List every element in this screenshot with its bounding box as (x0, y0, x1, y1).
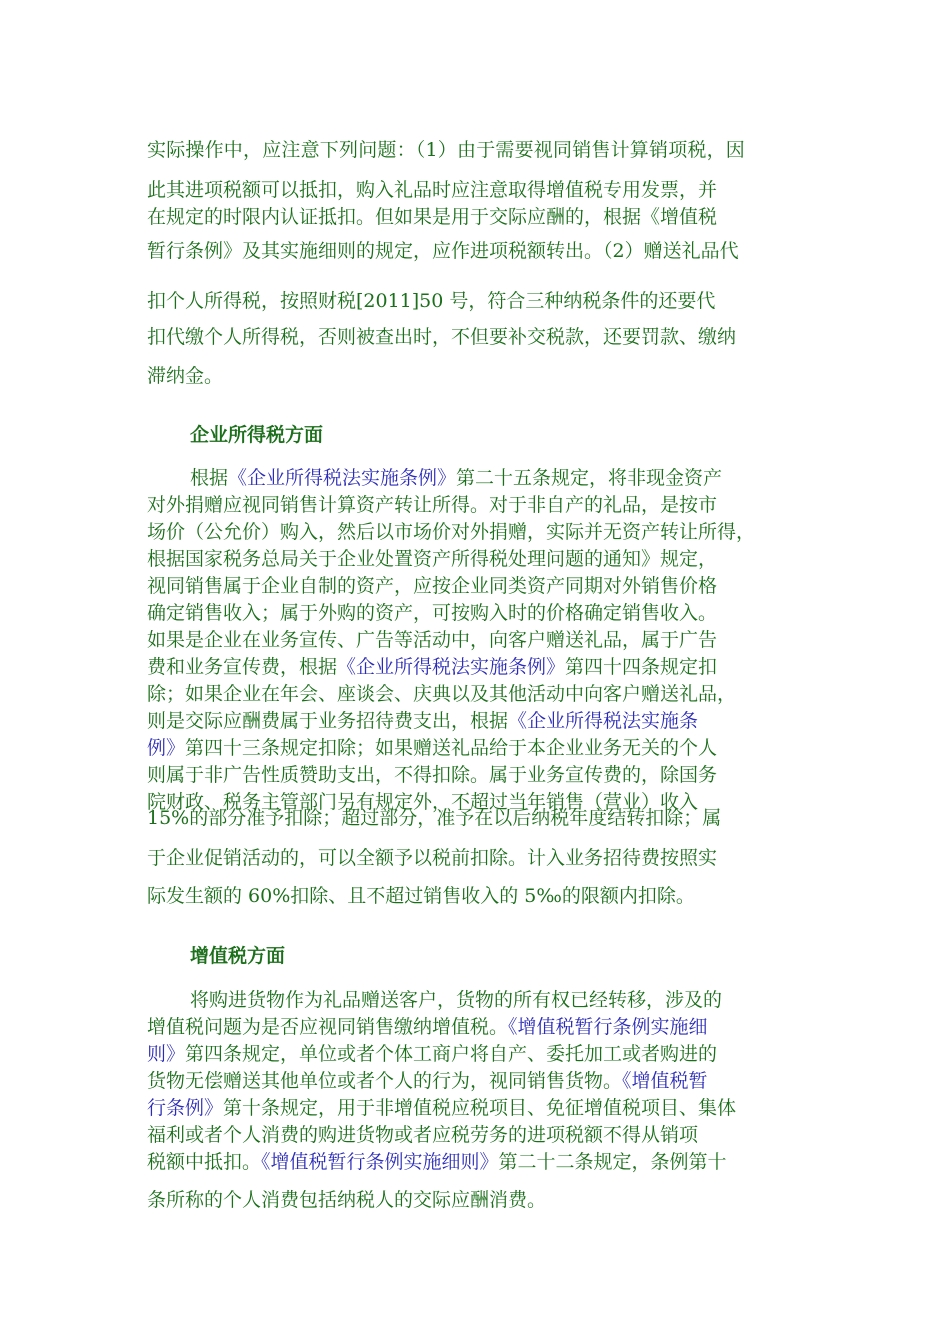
text-line: 此其进项税额可以抵扣，购入礼品时应注意取得增值税专用发票，并 (147, 179, 718, 201)
text-span: 第十条规定，用于非增值税应税项目、免征增值税项目、集体 (223, 1097, 737, 1119)
section-heading-vat: 增值税方面 (190, 945, 286, 967)
text-span: 货物无偿赠送其他单位或者个人的行为，视同销售货物。 (147, 1070, 623, 1092)
text-line (147, 1012, 708, 1039)
text-line: 将购进货物作为礼品赠送客户，货物的所有权已经转移，涉及的 (190, 989, 723, 1011)
regulation-link[interactable]: 《企业所得税法实施条例》 (228, 467, 457, 489)
section-heading-corporate-income-tax: 企业所得税方面 (190, 424, 324, 446)
text-line: 对外捐赠应视同销售计算资产转让所得。对于非自产的礼品，是按市 (147, 494, 718, 516)
text-span: 第四十三条规定扣除；如果赠送礼品给于本企业业务无关的个人 (185, 737, 718, 759)
text-line: 确定销售收入；属于外购的资产，可按购入时的价格确定销售收入。 (147, 602, 718, 624)
text-line (147, 733, 717, 760)
text-span: 增值税问题为是否应视同销售缴纳增值税。 (147, 1016, 509, 1038)
text-line: 则属于非广告性质赞助支出，不得扣除。属于业务宣传费的，除国务 (147, 764, 718, 786)
text-line (147, 1066, 708, 1093)
text-span: 根据 (190, 467, 229, 489)
regulation-link[interactable]: 《增值税暂 (622, 1070, 708, 1092)
text-line (147, 652, 717, 679)
text-line (190, 463, 722, 490)
text-line (147, 706, 698, 733)
text-span: 第二十五条规定，将非现金资产 (456, 467, 723, 489)
text-line: 扣代缴个人所得税，否则被查出时，不但要补交税款，还要罚款、缴纳 (147, 326, 737, 348)
text-span: 则是交际应酬费属于业务招待费支出，根据 (147, 710, 509, 732)
text-line: 场价（公允价）购入，然后以市场价对外捐赠，实际并无资产转让所得， (147, 521, 756, 543)
text-line (147, 1039, 717, 1066)
regulation-link[interactable]: 例》 (147, 737, 186, 759)
text-line: 在规定的时限内认证抵扣。但如果是用于交际应酬的，根据《增值税 (147, 206, 718, 228)
regulation-link[interactable]: 《增值税暂行条例实施细 (508, 1016, 708, 1038)
text-line: 如果是企业在业务宣传、广告等活动中，向客户赠送礼品，属于广告 (147, 629, 718, 651)
text-span: 第四条规定，单位或者个体工商户将自产、委托加工或者购进的 (185, 1043, 718, 1065)
text-line: 际发生额的 60%扣除、且不超过销售收入的 5‰的限额内扣除。 (147, 885, 695, 907)
text-line: 暂行条例》及其实施细则的规定，应作进项税额转出。（2）赠送礼品代 (147, 240, 739, 262)
text-line: 除；如果企业在年会、座谈会、庆典以及其他活动中向客户赠送礼品， (147, 683, 737, 705)
text-line (147, 1093, 736, 1120)
text-line: 于企业促销活动的，可以全额予以税前扣除。计入业务招待费按照实 (147, 847, 718, 869)
text-line: 院财政、税务主管部门另有规定外，不超过当年销售（营业）收入 (147, 791, 699, 813)
text-line: 视同销售属于企业自制的资产，应按企业同类资产同期对外销售价格 (147, 575, 718, 597)
regulation-link[interactable]: 则》 (147, 1043, 186, 1065)
text-line: 实际操作中，应注意下列问题：（1）由于需要视同销售计算销项税，因 (147, 139, 745, 161)
text-line: 滞纳金。 (147, 365, 224, 387)
text-line: 根据国家税务总局关于企业处置资产所得税处理问题的通知》规定， (147, 548, 718, 570)
text-line (147, 1147, 727, 1174)
text-span: 第二十二条规定，条例第十 (498, 1151, 727, 1173)
regulation-link[interactable]: 《企业所得税法实施条例》 (337, 656, 566, 678)
text-span: 第四十四条规定扣 (565, 656, 718, 678)
text-line: 条所称的个人消费包括纳税人的交际应酬消费。 (147, 1189, 547, 1211)
text-line: 扣个人所得税，按照财税[2011]50 号，符合三种纳税条件的还要代 (147, 290, 716, 312)
regulation-link[interactable]: 行条例》 (147, 1097, 224, 1119)
regulation-link[interactable]: 《企业所得税法实施条 (508, 710, 699, 732)
text-span: 税额中抵扣。 (147, 1151, 262, 1173)
text-line: 福利或者个人消费的购进货物或者应税劳务的进项税额不得从销项 (147, 1124, 699, 1146)
text-line: 15%的部分准予扣除；超过部分，准予在以后纳税年度结转扣除；属 (147, 807, 722, 829)
regulation-link[interactable]: 《增值税暂行条例实施细则》 (261, 1151, 499, 1173)
text-span: 费和业务宣传费，根据 (147, 656, 338, 678)
